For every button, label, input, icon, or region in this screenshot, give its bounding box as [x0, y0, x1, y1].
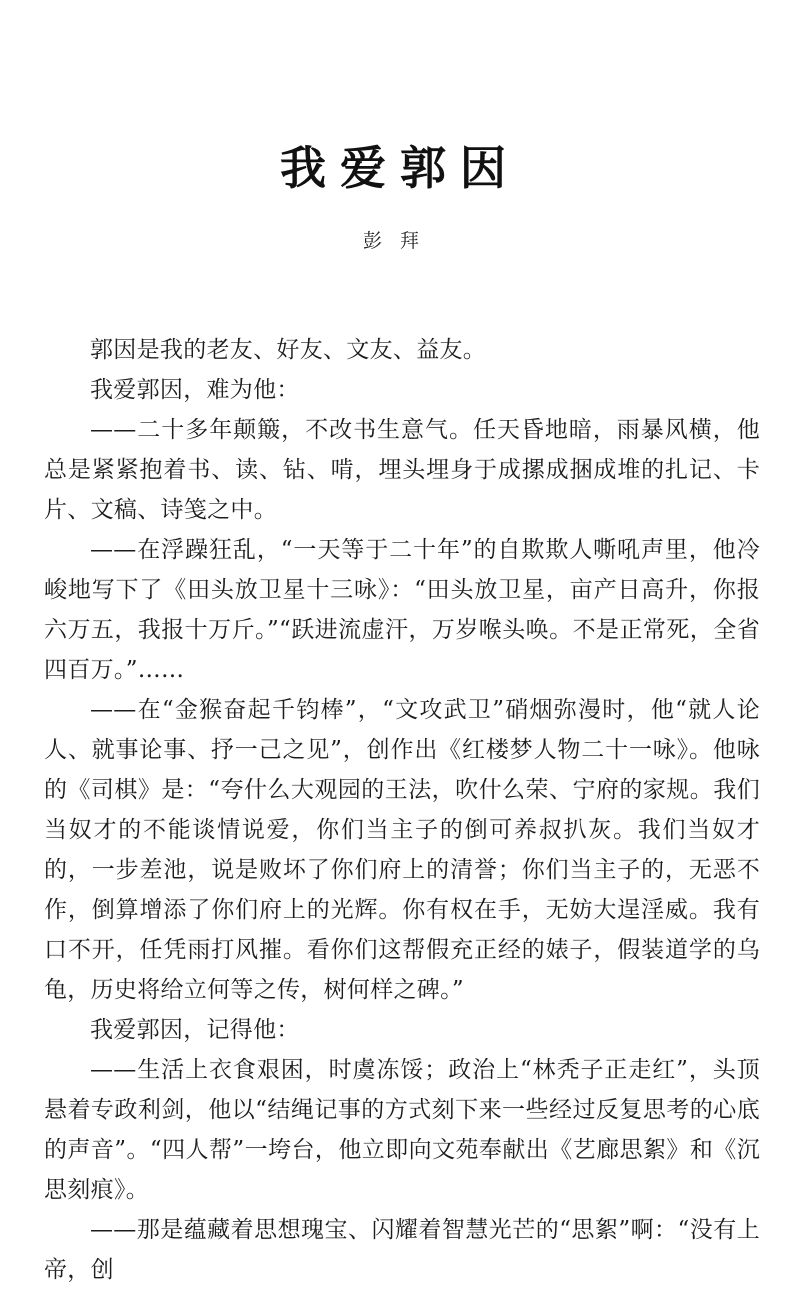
paragraph: 我爱郭因，记得他：: [90, 1017, 300, 1043]
article-title: 我爱郭因: [280, 141, 520, 195]
paragraph: 郭因是我的老友、好友、文友、益友。: [90, 337, 487, 363]
paragraph: ——二十多年颠簸，不改书生意气。任天昏地暗，雨暴风横，他总是紧紧抱着书、读、钻、啃，埋头埋身于成摞成捆成堆的扎记、卡片、文稿、诗笺之中。: [44, 417, 760, 523]
article-author: 彭拜: [362, 230, 437, 252]
article-body: [44, 330, 760, 1290]
paragraph: ——在“金猴奋起千钧棒”，“文攻武卫”硝烟弥漫时，他“就人论人、就事论事、抒一己之见”，创作出《红楼梦人物二十一咏》。他咏的《司棋》是：“夸什么大观园的王法，吹什么荣、宁府的家规。我们当奴才的不能谈情说爱，你们当主子的倒可养叔扒灰。我们当奴才的，一步差池，说是败坏了你们府上的清誉；你们当主子的，无恶不作，倒算增添了你们府上的光辉。你有权在手，无妨大逞淫威。我有口不开，任凭雨打风摧。看你们这帮假充正经的婊子，假装道学的乌龟，历史将给立何等之传，树何样之碑。”: [44, 697, 760, 1003]
paragraph: ——在浮躁狂乱，“一天等于二十年”的自欺欺人嘶吼声里，他冷峻地写下了《田头放卫星十三咏》：“田头放卫星，亩产日高升，你报六万五，我报十万斤。”“跃进流虚汗，万岁喉头唤。不是正常死，全省四百万。”……: [44, 537, 760, 683]
paragraph: ——那是蕴藏着思想瑰宝、闪耀着智慧光芒的“思絮”啊：“没有上帝，创: [44, 1217, 760, 1283]
paragraph: ——生活上衣食艰困，时虞冻馁；政治上“林秃子正走红”，头顶悬着专政利剑，他以“结绳记事的方式刻下来一些经过反复思考的心底的声音”。“四人帮”一垮台，他立即向文苑奉献出《艺廊思絮》和《沉思刻痕》。: [44, 1057, 760, 1203]
paragraph: 我爱郭因，难为他：: [90, 377, 300, 403]
